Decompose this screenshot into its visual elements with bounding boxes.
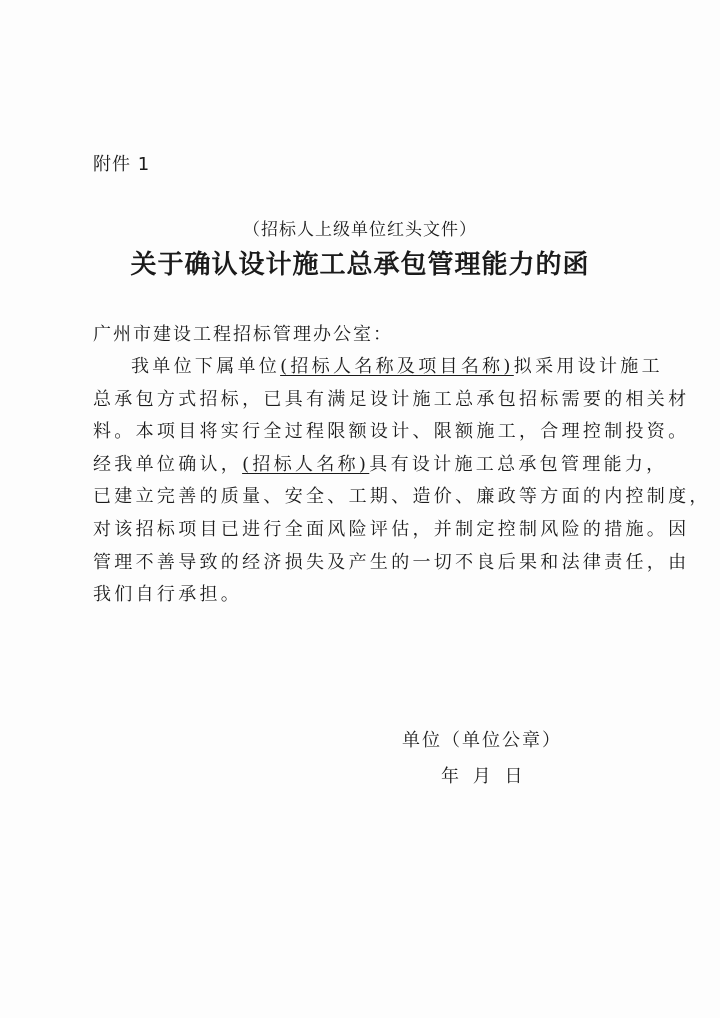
body-line: 对该招标项目已进行全面风险评估，并制定控制风险的措施。因 bbox=[93, 518, 690, 540]
body-line: 管理不善导致的经济损失及产生的一切不良后果和法律责任，由 bbox=[93, 551, 690, 573]
attachment-label: 附件 1 bbox=[93, 154, 151, 175]
placeholder-field: (招标人名称及项目名称) bbox=[280, 356, 514, 377]
body-text-fragment: 经我单位确认， bbox=[93, 453, 243, 475]
body-text-fragment: 拟采用设计施工 bbox=[513, 356, 663, 377]
body-text-fragment: 我单位下属单位 bbox=[131, 356, 281, 377]
body-line: 已建立完善的质量、安全、工期、造价、廉政等方面的内控制度， bbox=[93, 486, 711, 508]
addressee: 广州市建设工程招标管理办公室： bbox=[93, 324, 393, 345]
signature-unit: 单位（单位公章） bbox=[402, 730, 562, 751]
document-title: 关于确认设计施工总承包管理能力的函 bbox=[130, 250, 590, 280]
body-line: 我们自行承担。 bbox=[93, 584, 243, 606]
body-text-fragment: 具有设计施工总承包管理能力， bbox=[369, 453, 668, 475]
body-line bbox=[93, 449, 668, 482]
body-line: 总承包方式招标，已具有满足设计施工总承包招标需要的相关材 bbox=[93, 388, 690, 410]
document-subtitle: （招标人上级单位红头文件） bbox=[243, 220, 477, 240]
body-line: 料。本项目将实行全过程限额设计、限额施工，合理控制投资。 bbox=[93, 421, 690, 443]
placeholder-field: (招标人名称) bbox=[242, 453, 370, 475]
body-line bbox=[93, 351, 663, 384]
letter-body bbox=[93, 351, 711, 612]
signature-date: 年 月 日 bbox=[441, 766, 523, 787]
